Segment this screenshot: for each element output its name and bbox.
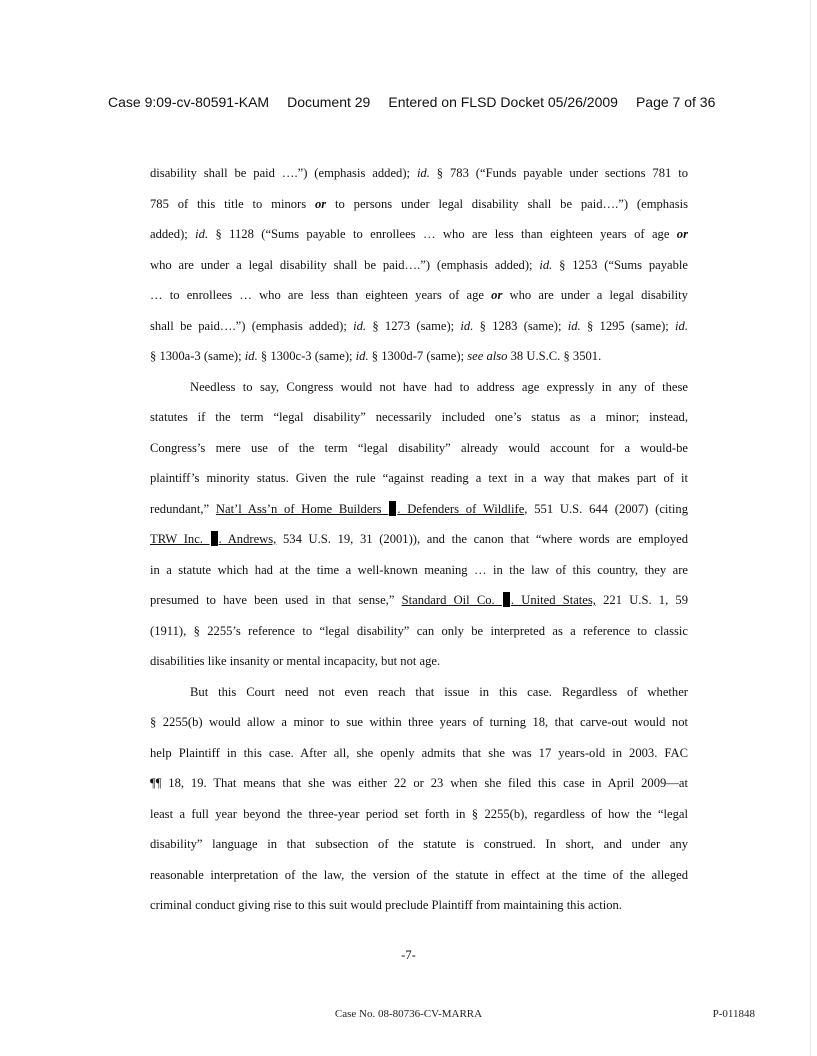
text-run: Needless to say, Congress would not have had to address age expressly in any of these xyxy=(190,379,688,394)
text-run: § 783 (“Funds payable under sections 781 to xyxy=(429,166,689,180)
text-run: id. xyxy=(195,227,209,241)
text-run: 551 U.S. 644 (2007) (citing xyxy=(527,501,688,516)
text-line xyxy=(150,890,688,921)
text-run: id. xyxy=(244,349,258,363)
text-line xyxy=(150,341,688,372)
text-run: or xyxy=(491,288,503,302)
text-run: or xyxy=(314,196,327,211)
header-docket-entry: Entered on FLSD Docket 05/26/2009 xyxy=(388,94,618,110)
scan-edge-line xyxy=(810,0,811,1056)
text-line xyxy=(150,555,688,586)
text-run: id. xyxy=(675,318,688,333)
text-run: see also xyxy=(467,349,508,363)
text-run: help Plaintiff in this case. After all, she openly admits that she was 17 years-old in 2003. FAC xyxy=(150,745,688,760)
text-line xyxy=(150,494,688,525)
text-run: plaintiff’s minority status. Given the rule “against reading a text in a way that makes part of it xyxy=(150,471,688,485)
case-citation: TRW Inc. xyxy=(150,532,210,546)
page-number: -7- xyxy=(401,948,416,962)
text-run: ¶¶ 18, 19. That means that she was either 22 or 23 when she filed this case in April 2009—at xyxy=(150,776,688,790)
text-run: … to enrollees … who are less than eighteen years of age xyxy=(150,288,492,302)
text-run: (1911), § 2255’s reference to “legal disability” can only be interpreted as a reference to classic xyxy=(150,623,688,638)
text-run: 221 U.S. 1, 59 xyxy=(595,593,689,607)
text-run: redundant,” xyxy=(150,501,216,516)
case-citation: . Defenders of Wildlife, xyxy=(397,501,528,516)
text-run: § 1253 (“Sums payable xyxy=(552,257,688,272)
text-line xyxy=(150,219,688,250)
text-run: presumed to have been used in that sense,” xyxy=(150,593,402,607)
case-citation: Nat’l Ass’n of Home Builders xyxy=(215,501,389,516)
text-run: § 1128 (“Sums payable to enrollees … who are less than eighteen years of age xyxy=(208,227,677,241)
text-run: added); xyxy=(150,227,196,241)
text-line xyxy=(150,250,688,281)
text-line xyxy=(150,463,688,494)
text-run: least a full year beyond the three-year period set forth in § 2255(b), regardless of how the “legal xyxy=(150,806,688,821)
text-line xyxy=(150,677,688,708)
text-line xyxy=(150,280,688,311)
text-run: id. xyxy=(460,318,474,333)
header-page-count: Page 7 of 36 xyxy=(635,94,716,110)
text-run: id. xyxy=(416,166,430,180)
text-run: § 1300a-3 (same); xyxy=(150,349,245,363)
text-run: who are under a legal disability shall be paid….”) (emphasis added); xyxy=(150,257,540,272)
text-line xyxy=(150,402,688,433)
text-run: § 1295 (same); xyxy=(580,318,676,333)
text-run: § 1300d-7 (same); xyxy=(368,349,468,363)
text-line xyxy=(150,585,688,616)
text-line xyxy=(150,311,688,342)
redaction-mark xyxy=(211,531,218,546)
text-line xyxy=(150,616,688,647)
redaction-mark xyxy=(503,592,510,607)
text-run: statutes if the term “legal disability” necessarily included one’s status as a minor; instead, xyxy=(150,410,688,424)
text-line xyxy=(150,707,688,738)
text-run: id. xyxy=(539,257,553,272)
text-run: § 1300c-3 (same); xyxy=(257,349,356,363)
text-run: id. xyxy=(567,318,581,333)
text-run: id. xyxy=(355,349,369,363)
bates-number: P-011848 xyxy=(712,1008,755,1020)
text-run: disabilities like insanity or mental incapacity, but not age. xyxy=(150,654,441,668)
court-header xyxy=(108,94,728,110)
header-document-number: Document 29 xyxy=(287,94,371,110)
case-citation: Standard Oil Co. xyxy=(401,593,502,607)
redaction-mark xyxy=(389,501,396,516)
text-line xyxy=(150,860,688,891)
text-run: reasonable interpretation of the law, the version of the statute in effect at the time of the alleged xyxy=(150,867,688,882)
text-run: or xyxy=(676,227,688,241)
text-line xyxy=(150,189,688,220)
text-line xyxy=(150,738,688,769)
text-run: in a statute which had at the time a well-known meaning … in the law of this country, they are xyxy=(150,562,688,577)
footer-case-number: Case No. 08-80736-CV-MARRA xyxy=(334,1008,483,1020)
text-line xyxy=(150,158,688,189)
text-line xyxy=(150,829,688,860)
case-citation: . United States, xyxy=(510,593,596,607)
text-run: Congress’s mere use of the term “legal disability” already would account for a would-be xyxy=(150,440,688,455)
text-line xyxy=(150,372,688,403)
case-citation: . Andrews, xyxy=(218,532,277,546)
body-text xyxy=(150,158,688,921)
text-run: disability shall be paid ….”) (emphasis added); xyxy=(150,166,417,180)
text-run: disability” language in that subsection of the statute is construed. In short, and under any xyxy=(150,837,688,851)
text-run: § 1273 (same); xyxy=(366,318,461,333)
text-line xyxy=(150,646,688,677)
text-line xyxy=(150,768,688,799)
text-run: § 1283 (same); xyxy=(473,318,568,333)
text-run: 534 U.S. 19, 31 (2001)), and the canon that “where words are employed xyxy=(276,532,689,546)
text-line xyxy=(150,524,688,555)
text-line xyxy=(150,433,688,464)
text-run: who are under a legal disability xyxy=(502,288,688,302)
text-line xyxy=(150,799,688,830)
text-run: 38 U.S.C. § 3501. xyxy=(507,349,602,363)
text-run: But this Court need not even reach that issue in this case. Regardless of whether xyxy=(190,684,688,699)
text-run: § 2255(b) would allow a minor to sue within three years of turning 18, that carve-out would not xyxy=(150,715,688,729)
text-run: to persons under legal disability shall be paid….”) (emphasis xyxy=(326,196,688,211)
text-run: criminal conduct giving rise to this suit would preclude Plaintiff from maintaining this action. xyxy=(150,898,622,912)
text-run: id. xyxy=(353,318,367,333)
text-run: 785 of this title to minors xyxy=(150,196,315,211)
text-run: shall be paid….”) (emphasis added); xyxy=(150,318,354,333)
header-case-number: Case 9:09-cv-80591-KAM xyxy=(108,94,270,110)
